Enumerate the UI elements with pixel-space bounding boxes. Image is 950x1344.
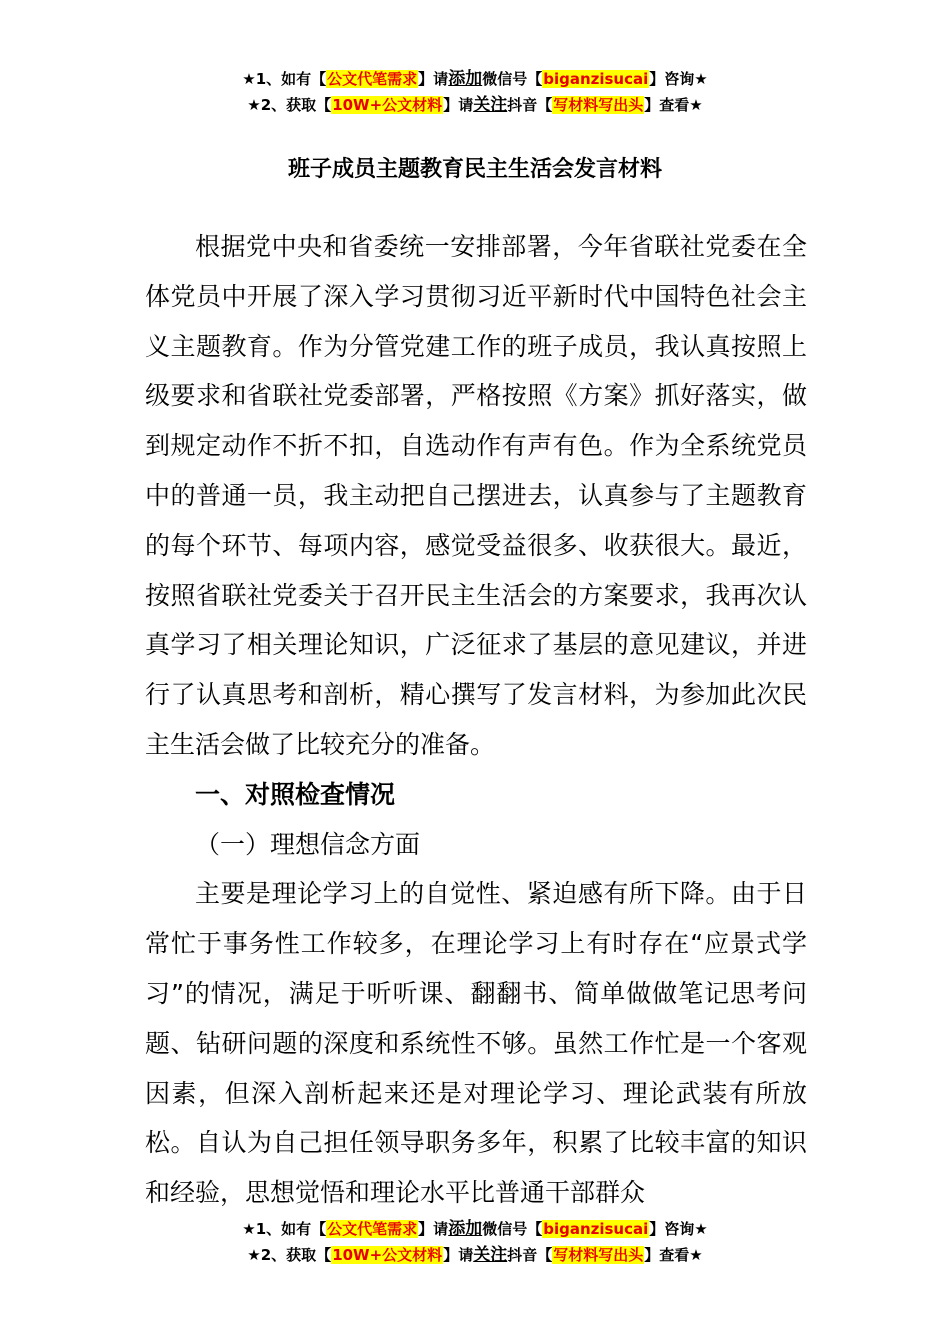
banner-text: 抖音【	[507, 96, 553, 114]
section-heading: 一、对照检查情况	[195, 779, 396, 809]
paragraph-intro: 根据党中央和省委统一安排部署，今年省联社党委在全体党员中开展了深入学习贯彻习近平新时代中国特色社会主义主题教育。作为分管党建工作的班子成员，我认真按照上级要求和省联社党委部署，严格按照《方案》抓好落实，做到规定动作不折不扣，自选动作有声有色。作为全系统党员中的普通一员，我主动把自己摆进去，认真参与了主题教育的每个环节、每项内容，感觉受益很多、收获很大。最近，按照省联社党委关于召开民主生活会的方案要求，我再次认真学习了相关理论知识，广泛征求了基层的意见建议，并进行了认真思考和剖析，精心撰写了发言材料，为参加此次民主生活会做了比较充分的准备。	[145, 232, 807, 759]
banner-text: 】请	[418, 1220, 449, 1238]
banner-text: 】请	[418, 70, 449, 88]
banner-highlight: 公文代笔需求	[327, 70, 418, 88]
document-body	[145, 222, 807, 1218]
banner-text: 】查看★	[644, 96, 703, 114]
banner-text: ★1、如有【	[242, 70, 327, 88]
banner-line-1	[0, 66, 950, 92]
subsection-heading: （一）理想信念方面	[195, 829, 421, 859]
banner-line-1	[0, 1216, 950, 1242]
banner-text: 】咨询★	[649, 1220, 708, 1238]
banner-underline: 添加	[448, 1219, 483, 1239]
banner-text: 微信号【	[482, 1220, 543, 1238]
banner-text: 抖音【	[507, 1246, 553, 1264]
banner-text: ★2、获取【	[247, 96, 332, 114]
banner-underline: 关注	[473, 1245, 508, 1265]
banner-highlight: biganzisucai	[543, 1220, 649, 1238]
header-banner	[0, 66, 950, 118]
banner-text: 】咨询★	[649, 70, 708, 88]
banner-text: ★1、如有【	[242, 1220, 327, 1238]
banner-text: ★2、获取【	[247, 1246, 332, 1264]
banner-text: 】请	[443, 1246, 474, 1264]
banner-line-2	[0, 1242, 950, 1268]
document-title: 班子成员主题教育民主生活会发言材料	[287, 157, 662, 182]
banner-line-2	[0, 92, 950, 118]
banner-highlight: 写材料写出头	[553, 1246, 644, 1264]
banner-underline: 添加	[448, 69, 483, 89]
banner-text: 】查看★	[644, 1246, 703, 1264]
footer-banner	[0, 1216, 950, 1268]
banner-highlight: 写材料写出头	[553, 96, 644, 114]
banner-text: 】请	[443, 96, 474, 114]
paragraph-body: 主要是理论学习上的自觉性、紧迫感有所下降。由于日常忙于事务性工作较多，在理论学习上有时存在“应景式学习”的情况，满足于听听课、翻翻书、简单做做笔记思考问题、钻研问题的深度和系统性不够。虽然工作忙是一个客观因素，但深入剖析起来还是对理论学习、理论武装有所放松。自认为自己担任领导职务多年，积累了比较丰富的知识和经验，思想觉悟和理论水平比普通干部群众	[145, 879, 807, 1208]
banner-highlight: biganzisucai	[543, 70, 649, 88]
banner-highlight: 公文代笔需求	[327, 1220, 418, 1238]
banner-text: 微信号【	[482, 70, 543, 88]
banner-highlight: 10W+公文材料	[332, 1246, 443, 1264]
banner-highlight: 10W+公文材料	[332, 96, 443, 114]
banner-underline: 关注	[473, 95, 508, 115]
